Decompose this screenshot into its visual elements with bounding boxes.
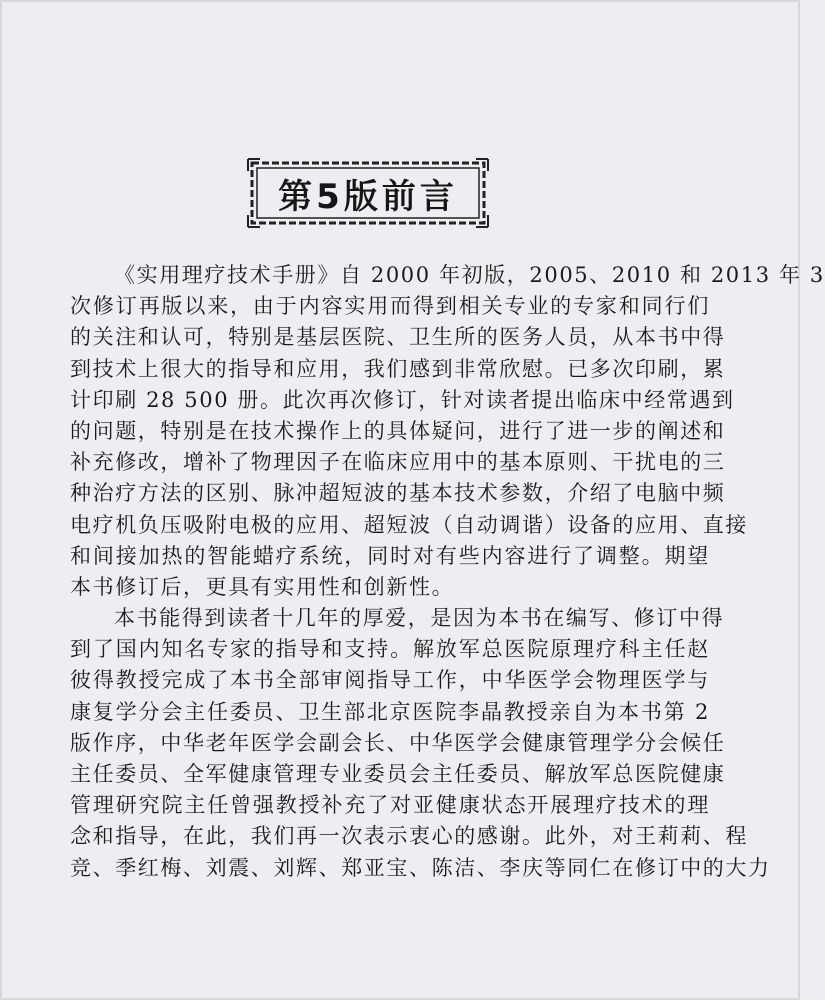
- paragraph-1: [70, 260, 825, 603]
- text-line: 和间接加热的智能蜡疗系统，同时对有些内容进行了调整。期望: [70, 543, 710, 568]
- preface-body: [70, 260, 825, 884]
- text-line: 补充修改，增补了物理因子在临床应用中的基本原则、干扰电的三: [70, 450, 726, 475]
- text-line: 主任委员、全军健康管理专业委员会主任委员、解放军总医院健康: [70, 762, 726, 786]
- text-line: 版作序，中华老年医学会副会长、中华医学会健康管理学分会候任: [70, 730, 726, 755]
- text-line: 次修订再版以来，由于内容实用而得到相关专业的专家和同行们: [70, 294, 710, 319]
- preface-heading-frame: [246, 157, 490, 229]
- text-line: 到了国内知名专家的指导和支持。解放军总医院原理疗科主任赵: [70, 637, 710, 662]
- text-line: 本书能得到读者十几年的厚爱，是因为本书在编写、修订中得: [114, 606, 725, 631]
- preface-title: 第5版前言: [278, 176, 458, 217]
- text-line: 彼得教授完成了本书全部审阅指导工作，中华医学会物理医学与: [70, 668, 710, 693]
- text-line: 竞、季红梅、刘震、刘辉、郑亚宝、陈洁、李庆等同仁在修订中的大力: [70, 855, 771, 880]
- text-line: 《实用理疗技术手册》自 2000 年初版，2005、2010 和 2013 年 3: [114, 263, 825, 287]
- text-line: 本书修订后，更具有实用性和创新性。: [70, 574, 455, 599]
- text-line: 种治疗方法的区别、脉冲超短波的基本技术参数，介绍了电脑中频: [70, 481, 726, 506]
- text-line: 电疗机负压吸附电极的应用、超短波（自动调谐）设备的应用、直接: [70, 512, 748, 537]
- text-line: 管理研究院主任曾强教授补充了对亚健康状态开展理疗技术的理: [70, 793, 710, 818]
- text-line: 计印刷 28 500 册。此次再次修订，针对读者提出临床中经常遇到: [70, 387, 735, 412]
- text-line: 念和指导，在此，我们再一次表示衷心的感谢。此外，对王莉莉、程: [70, 824, 748, 849]
- text-line: 的问题，特别是在技术操作上的具体疑问，进行了进一步的阐述和: [70, 418, 726, 443]
- text-line: 到技术上很大的指导和应用，我们感到非常欣慰。已多次印刷，累: [70, 356, 726, 381]
- text-line: 康复学分会主任委员、卫生部北京医院李晶教授亲自为本书第 2: [70, 699, 710, 724]
- paragraph-2: [70, 603, 771, 884]
- text-line: 的关注和认可，特别是基层医院、卫生所的医务人员，从本书中得: [70, 325, 726, 350]
